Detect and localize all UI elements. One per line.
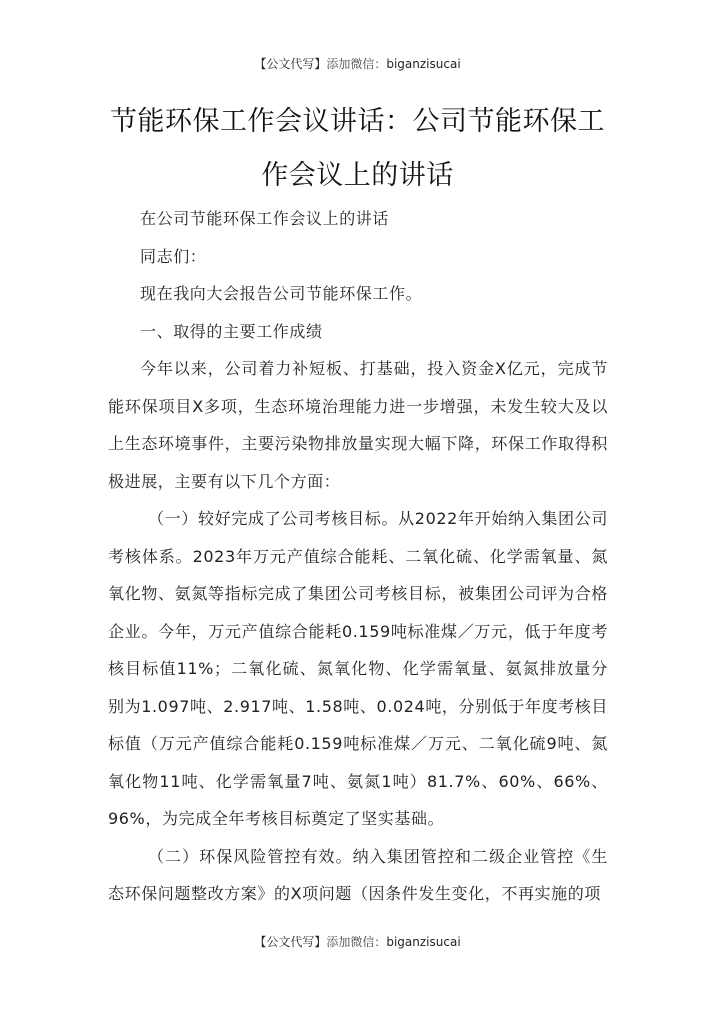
section-heading-achievements: 一、取得的主要工作成绩 bbox=[140, 321, 323, 341]
header-note-id: biganzisucai bbox=[386, 57, 461, 71]
footer-note-id: biganzisucai bbox=[386, 935, 461, 949]
document-title: 节能环保工作会议讲话：公司节能环保工作会议上的讲话 bbox=[110, 106, 605, 191]
paragraph-salutation: 同志们： bbox=[140, 246, 207, 266]
document-body bbox=[108, 200, 608, 913]
footer-note-label: 添加微信： bbox=[326, 935, 387, 949]
paragraph-overview: 今年以来，公司着力补短板、打基础，投入资金X亿元，完成节能环保项目X多项，生态环境治理能力进一步增强，未发生较大及以上生态环境事件，主要污染物排放量实现大幅下降，环保工作取得积极进展，主要有以下几个方面： bbox=[108, 359, 608, 491]
paragraph-speech-title: 在公司节能环保工作会议上的讲话 bbox=[140, 209, 390, 228]
footer-note-prefix: 【公文代写】 bbox=[254, 935, 327, 949]
header-note bbox=[0, 55, 715, 72]
paragraph-intro: 现在我向大会报告公司节能环保工作。 bbox=[140, 284, 423, 303]
paragraph-risk-control: （二）环保风险管控有效。纳入集团管控和二级企业管控《生态环保问题整改方案》的X项问题（因条件发生变化，不再实施的项 bbox=[108, 846, 608, 903]
header-note-prefix: 【公文代写】 bbox=[254, 57, 327, 71]
footer-note bbox=[0, 933, 715, 950]
header-note-label: 添加微信： bbox=[326, 57, 387, 71]
paragraph-assessment-targets: （一）较好完成了公司考核目标。从2022年开始纳入集团公司考核体系。2023年万元产值综合能耗、二氧化硫、化学需氧量、氮氧化物、氨氮等指标完成了集团公司考核目标，被集团公司评为合格企业。今年，万元产值综合能耗0.159吨标准煤／万元，低于年度考核目标值11%；二氧化硫、氮氧化物、化学需氧量、氨氮排放量分别为1.097吨、2.917吨、1.58吨、0.024吨，分别低于年度考核目标值（万元产值综合能耗0.159吨标准煤／万元、二氧化硫9吨、氮氧化物11吨、化学需氧量7吨、氨氮1吨）81.7%、60%、66%、96%，为完成全年考核目标奠定了坚实基础。 bbox=[108, 509, 608, 828]
